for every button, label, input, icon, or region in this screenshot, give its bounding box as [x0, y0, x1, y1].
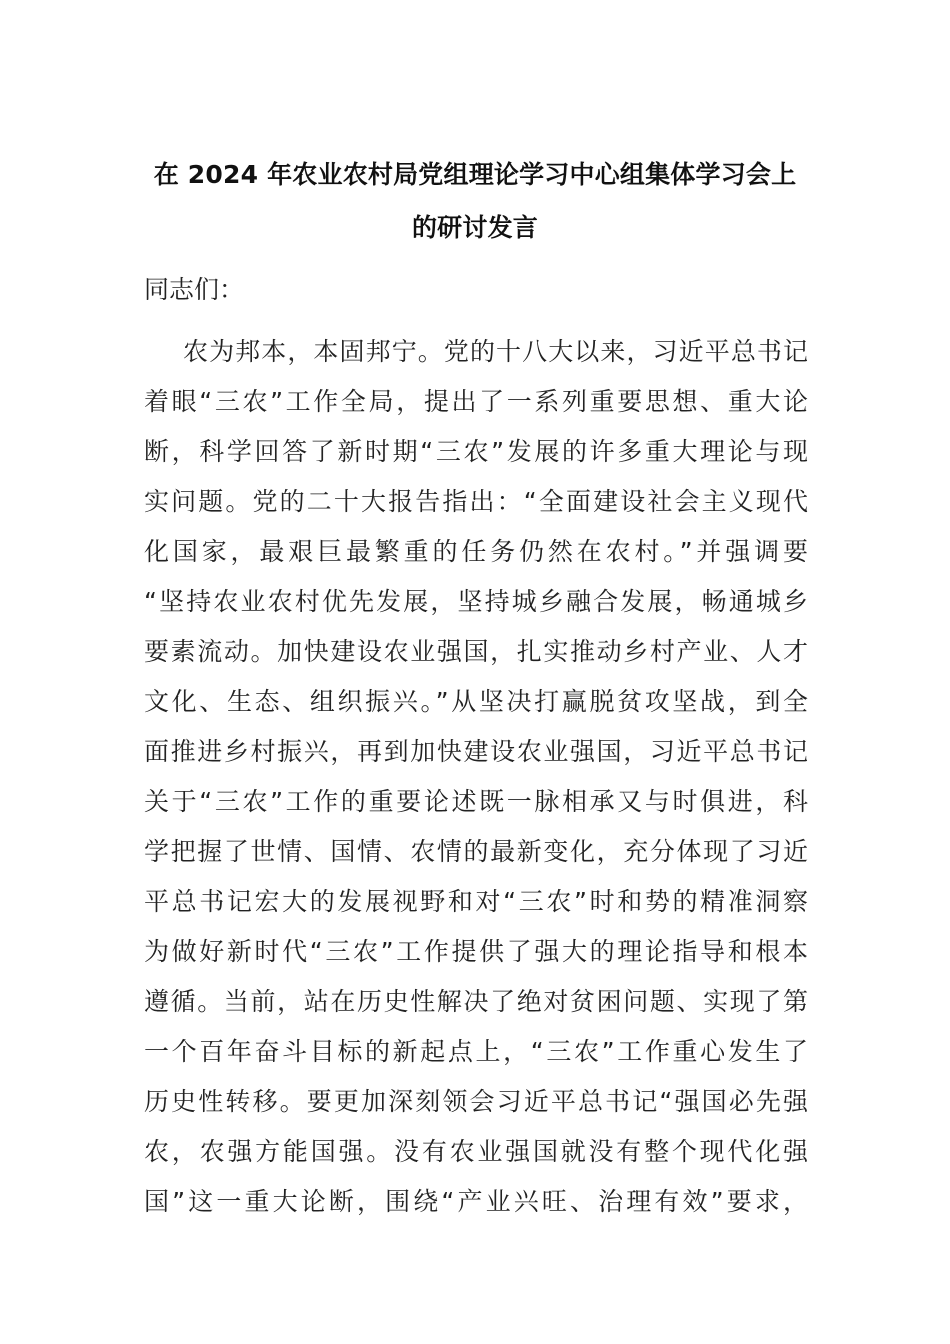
- paragraph-line: “坚持农业农村优先发展，坚持城乡融合发展，畅通城乡: [144, 587, 808, 616]
- paragraph-line: 学把握了世情、国情、农情的最新变化，充分体现了习近: [144, 837, 808, 866]
- paragraph-line: 实问题。党的二十大报告指出：“全面建设社会主义现代: [144, 487, 808, 516]
- paragraph-line: 农，农强方能国强。没有农业强国就没有整个现代化强: [144, 1137, 808, 1166]
- paragraph-line: 面推进乡村振兴，再到加快建设农业强国，习近平总书记: [144, 737, 808, 766]
- salutation: 同志们：: [144, 275, 245, 304]
- paragraph-line: 一个百年奋斗目标的新起点上，“三农”工作重心发生了: [144, 1037, 808, 1066]
- paragraph-line: 历史性转移。要更加深刻领会习近平总书记“强国必先强: [144, 1087, 808, 1116]
- paragraph-line: 关于“三农”工作的重要论述既一脉相承又与时俱进，科: [144, 787, 808, 816]
- paragraph-line: 为做好新时代“三农”工作提供了强大的理论指导和根本: [144, 937, 808, 966]
- document-title-line-2: 的研讨发言: [411, 213, 538, 242]
- paragraph-line: 平总书记宏大的发展视野和对“三农”时和势的精准洞察: [144, 887, 808, 916]
- paragraph-line: 遵循。当前，站在历史性解决了绝对贫困问题、实现了第: [144, 987, 808, 1016]
- document-title-line-1: 在 2024 年农业农村局党组理论学习中心组集体学习会上: [153, 160, 797, 189]
- paragraph-line: 断，科学回答了新时期“三农”发展的许多重大理论与现: [144, 437, 808, 466]
- paragraph-line: 化国家，最艰巨最繁重的任务仍然在农村。”并强调要: [144, 537, 808, 566]
- paragraph-line: 文化、生态、组织振兴。”从坚决打赢脱贫攻坚战，到全: [144, 687, 808, 716]
- paragraph-line: 国”这一重大论断，围绕“产业兴旺、治理有效”要求，: [144, 1187, 808, 1216]
- paragraph-line: 农为邦本，本固邦宁。党的十八大以来，习近平总书记: [183, 337, 808, 366]
- paragraph-line: 要素流动。加快建设农业强国，扎实推动乡村产业、人才: [144, 637, 808, 666]
- paragraph-line: 着眼“三农”工作全局，提出了一系列重要思想、重大论: [144, 387, 808, 416]
